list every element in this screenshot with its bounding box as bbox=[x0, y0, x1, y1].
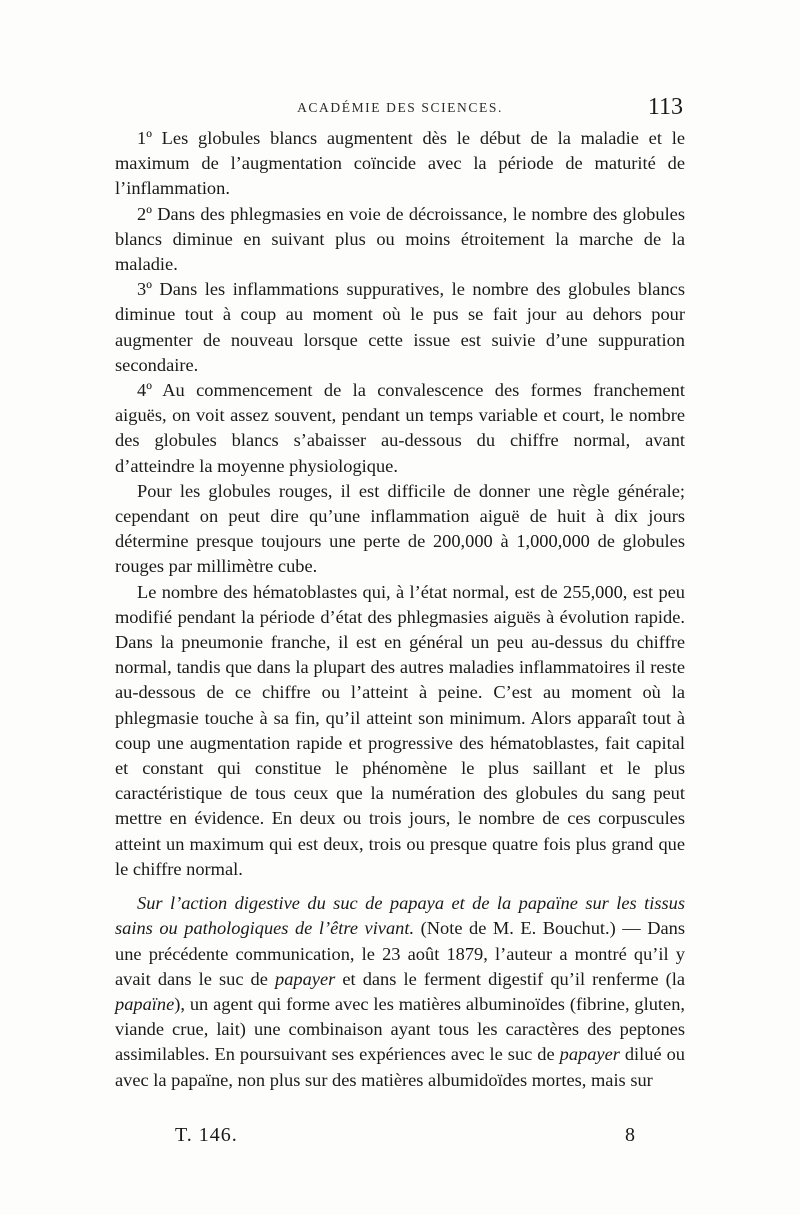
section-break bbox=[115, 882, 685, 891]
article-text-1: Dans une précédente communication, le 23 août 1879, l’auteur a montré qu’il y avait dans le suc de bbox=[115, 918, 685, 989]
paragraph-5: Pour les globules rouges, il est difficile de donner une règle générale; cependant on peut dire qu’une inflammation aiguë de huit à dix jours détermine presque toujours une perte de 200,000 à 1,000,000 de globules rouges par millimètre cube. bbox=[115, 480, 685, 577]
page-number: 113 bbox=[647, 94, 683, 120]
body-text bbox=[115, 126, 685, 1093]
paragraph-2: 2º Dans des phlegmasies en voie de décroissance, le nombre des globules blancs diminue en suivant plus ou moins étroitement la marche de la maladie. bbox=[115, 203, 685, 275]
paragraph-6: Le nombre des hématoblastes qui, à l’état normal, est de 255,000, est peu modifié pendant la période d’état des phlegmasies aiguës à évolution rapide. Dans la pneumonie franche, il est en général un peu au-dessus du chiffre normal, tandis que dans la plupart des autres maladies inflammatoires il reste au-dessous de ce chiffre ou l’atteint à peine. C’est au moment où la phlegmasie touche à sa fin, qu’il atteint son minimum. Alors apparaît tout à coup une augmentation rapide et progressive des hématoblastes, fait capital et constant qui constitue le phénomène le plus saillant et le plus caractéristique de tous ceux que la numération des globules du sang peut mettre en évidence. En deux ou trois jours, le nombre de ces corpuscules atteint un maximum qui est deux, trois ou presque quatre fois plus grand que le chiffre normal. bbox=[115, 581, 685, 879]
article-author-note: (Note de M. E. Bouchut.) — bbox=[414, 918, 648, 939]
article-italic-2: papaïne bbox=[115, 993, 175, 1014]
article-italic-3: papayer bbox=[559, 1044, 620, 1065]
paragraph-4: 4º Au commencement de la convalescence des formes franchement aiguës, on voit assez souvent, pendant un temps variable et court, le nombre des globules blancs s’abaisser au-dessous du chiffre normal, avant d’atteindre la moyenne physiologique. bbox=[115, 380, 685, 476]
sheet-number: 8 bbox=[625, 1124, 635, 1146]
article-italic-1: papayer bbox=[275, 968, 336, 989]
paragraph-3: 3º Dans les inflammations suppuratives, le nombre des globules blancs diminue tout à coup au moment où le pus se fait jour au dehors pour augmenter de nouveau lorsque cette issue est suivie d’une suppuration secondaire. bbox=[115, 279, 685, 375]
article-paragraph bbox=[115, 891, 685, 1093]
page-footer bbox=[115, 1124, 685, 1154]
article-text-2: et dans le ferment digestif qu’il renferme (la bbox=[335, 968, 685, 989]
paragraph-1: 1º Les globules blancs augmentent dès le début de la maladie et le maximum de l’augmentation coïncide avec la période de maturité de l’inflammation. bbox=[115, 128, 685, 199]
article-text-4: dilué ou avec la papaïne, non plus sur des matières albumidoïdes mortes, mais sur bbox=[115, 1044, 686, 1090]
article-title: Sur l’action digestive du suc de papaya et de la papaïne sur les tissus sains ou pathologiques de l’être vivant. bbox=[115, 893, 685, 939]
page-header bbox=[115, 96, 685, 126]
signature-mark: T. 146. bbox=[175, 1124, 238, 1146]
running-head: ACADÉMIE DES SCIENCES. bbox=[297, 100, 503, 115]
article-text-3: ), un agent qui forme avec les matières albuminoïdes (fibrine, gluten, viande crue, lait) une combinaison ayant tous les caractères des peptones assimilables. En poursuivant ses expériences avec le suc de bbox=[115, 993, 685, 1065]
